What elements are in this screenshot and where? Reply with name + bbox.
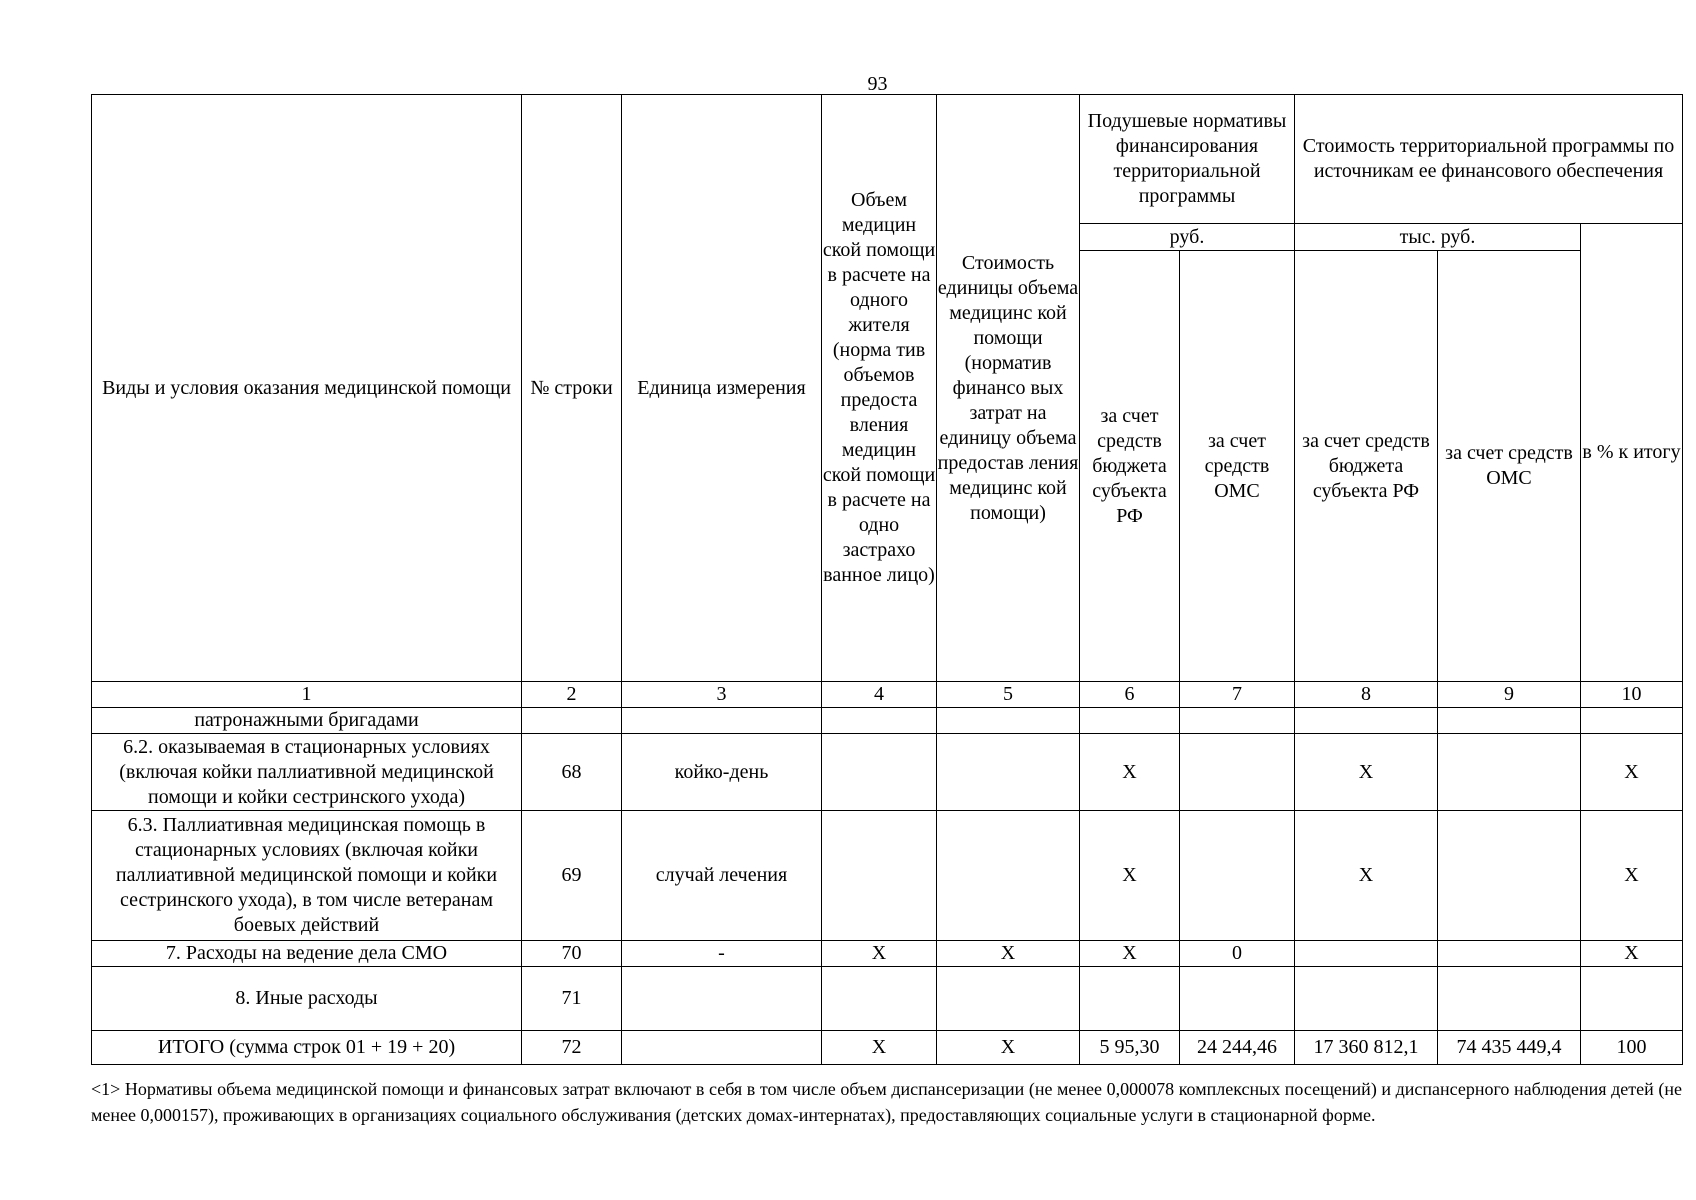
row-norm-oms: 0 xyxy=(1180,941,1295,967)
row-unit: случай лечения xyxy=(622,811,822,941)
row-norm-budget: X xyxy=(1080,811,1180,941)
row-cost-oms xyxy=(1438,734,1581,811)
row-name: 8. Иные расходы xyxy=(92,967,522,1031)
row-norm-oms xyxy=(1180,708,1295,734)
column-number: 5 xyxy=(937,682,1080,708)
column-number: 1 xyxy=(92,682,522,708)
row-unit-cost xyxy=(937,734,1080,811)
row-name: ИТОГО (сумма строк 01 + 19 + 20) xyxy=(92,1031,522,1065)
header-line-number: № строки xyxy=(522,95,622,682)
header-unit-thousand-rub: тыс. руб. xyxy=(1295,224,1581,251)
row-volume xyxy=(822,967,937,1031)
column-number: 6 xyxy=(1080,682,1180,708)
row-line xyxy=(522,708,622,734)
header-kinds-conditions: Виды и условия оказания медицинской помощи xyxy=(92,95,522,682)
row-line: 72 xyxy=(522,1031,622,1065)
row-cost-oms xyxy=(1438,811,1581,941)
row-percent xyxy=(1581,708,1683,734)
row-volume xyxy=(822,708,937,734)
table-row xyxy=(92,734,1683,811)
financing-table xyxy=(91,94,1683,1065)
row-percent: X xyxy=(1581,734,1683,811)
header-cost-budget: за счет средств бюджета субъекта РФ xyxy=(1295,251,1438,682)
column-number: 8 xyxy=(1295,682,1438,708)
row-norm-budget: 5 95,30 xyxy=(1080,1031,1180,1065)
row-name: 7. Расходы на ведение дела СМО xyxy=(92,941,522,967)
column-number: 2 xyxy=(522,682,622,708)
row-norm-budget: X xyxy=(1080,734,1180,811)
row-unit xyxy=(622,967,822,1031)
header-norm-oms: за счет средств ОМС xyxy=(1180,251,1295,682)
row-cost-oms xyxy=(1438,941,1581,967)
row-line: 68 xyxy=(522,734,622,811)
row-unit xyxy=(622,1031,822,1065)
header-unit: Единица измерения xyxy=(622,95,822,682)
row-volume: X xyxy=(822,941,937,967)
row-percent: X xyxy=(1581,941,1683,967)
row-cost-budget: X xyxy=(1295,811,1438,941)
row-norm-budget xyxy=(1080,708,1180,734)
row-line: 71 xyxy=(522,967,622,1031)
header-norm-budget: за счет средств бюджета субъекта РФ xyxy=(1080,251,1180,682)
row-unit-cost xyxy=(937,967,1080,1031)
row-norm-oms: 24 244,46 xyxy=(1180,1031,1295,1065)
row-percent: 100 xyxy=(1581,1031,1683,1065)
column-number: 4 xyxy=(822,682,937,708)
row-line: 69 xyxy=(522,811,622,941)
row-name: патронажными бригадами xyxy=(92,708,522,734)
row-norm-oms xyxy=(1180,811,1295,941)
column-number: 3 xyxy=(622,682,822,708)
table-row xyxy=(92,708,1683,734)
row-name: 6.3. Паллиативная медицинская помощь в стационарных условиях (включая койки паллиативной медицинской помощи и койки сестринского ухода), в том числе ветеранам боевых действий xyxy=(92,811,522,941)
row-cost-oms: 74 435 449,4 xyxy=(1438,1031,1581,1065)
row-name: 6.2. оказываемая в стационарных условиях (включая койки паллиативной медицинской помощи и койки сестринского ухода) xyxy=(92,734,522,811)
table-row xyxy=(92,941,1683,967)
row-volume: X xyxy=(822,1031,937,1065)
column-number: 9 xyxy=(1438,682,1581,708)
header-program-cost: Стоимость территориальной программы по источникам ее финансового обеспечения xyxy=(1295,95,1683,224)
row-cost-budget: X xyxy=(1295,734,1438,811)
row-unit-cost xyxy=(937,811,1080,941)
header-percent-of-total: в % к итогу xyxy=(1581,224,1683,682)
row-unit xyxy=(622,708,822,734)
row-volume xyxy=(822,811,937,941)
row-unit-cost: X xyxy=(937,941,1080,967)
row-norm-oms xyxy=(1180,967,1295,1031)
row-cost-oms xyxy=(1438,708,1581,734)
row-volume xyxy=(822,734,937,811)
row-unit-cost xyxy=(937,708,1080,734)
table-row xyxy=(92,967,1683,1031)
column-number: 7 xyxy=(1180,682,1295,708)
row-unit: - xyxy=(622,941,822,967)
column-number-row xyxy=(92,682,1683,708)
row-cost-oms xyxy=(1438,967,1581,1031)
row-cost-budget xyxy=(1295,967,1438,1031)
footnote: <1> Нормативы объема медицинской помощи и финансовых затрат включают в себя в том числе объем диспансеризации (не менее 0,000078 комплексных посещений) и диспансерного наблюдения детей (не менее 0,000157), проживающих в организациях социального обслуживания (детских домах-интернатах), предоставляющих социальные услуги в стационарной форме. xyxy=(91,1079,1682,1125)
row-norm-oms xyxy=(1180,734,1295,811)
header-unit-rub: руб. xyxy=(1080,224,1295,251)
row-unit-cost: X xyxy=(937,1031,1080,1065)
row-percent: X xyxy=(1581,811,1683,941)
column-number: 10 xyxy=(1581,682,1683,708)
row-cost-budget xyxy=(1295,708,1438,734)
table-row-total xyxy=(92,1031,1683,1065)
header-per-capita-norms: Подушевые нормативы финансирования территориальной программы xyxy=(1080,95,1295,224)
header-unit-cost: Стоимость единицы объема медицинс кой помощи (норматив финансо вых затрат на единицу объема предостав ления медицинс кой помощи) xyxy=(937,95,1080,682)
row-unit: койко-день xyxy=(622,734,822,811)
row-line: 70 xyxy=(522,941,622,967)
table-row xyxy=(92,811,1683,941)
row-norm-budget xyxy=(1080,967,1180,1031)
page-number: 93 xyxy=(867,73,888,95)
row-cost-budget xyxy=(1295,941,1438,967)
row-norm-budget: X xyxy=(1080,941,1180,967)
header-cost-oms: за счет средств ОМС xyxy=(1438,251,1581,682)
row-cost-budget: 17 360 812,1 xyxy=(1295,1031,1438,1065)
row-percent xyxy=(1581,967,1683,1031)
header-volume-per-resident: Объем медицин ской помощи в расчете на одного жителя (норма тив объемов предоста вления медицин ской помощи в расчете на одно застрахо ванное лицо) xyxy=(822,95,937,682)
